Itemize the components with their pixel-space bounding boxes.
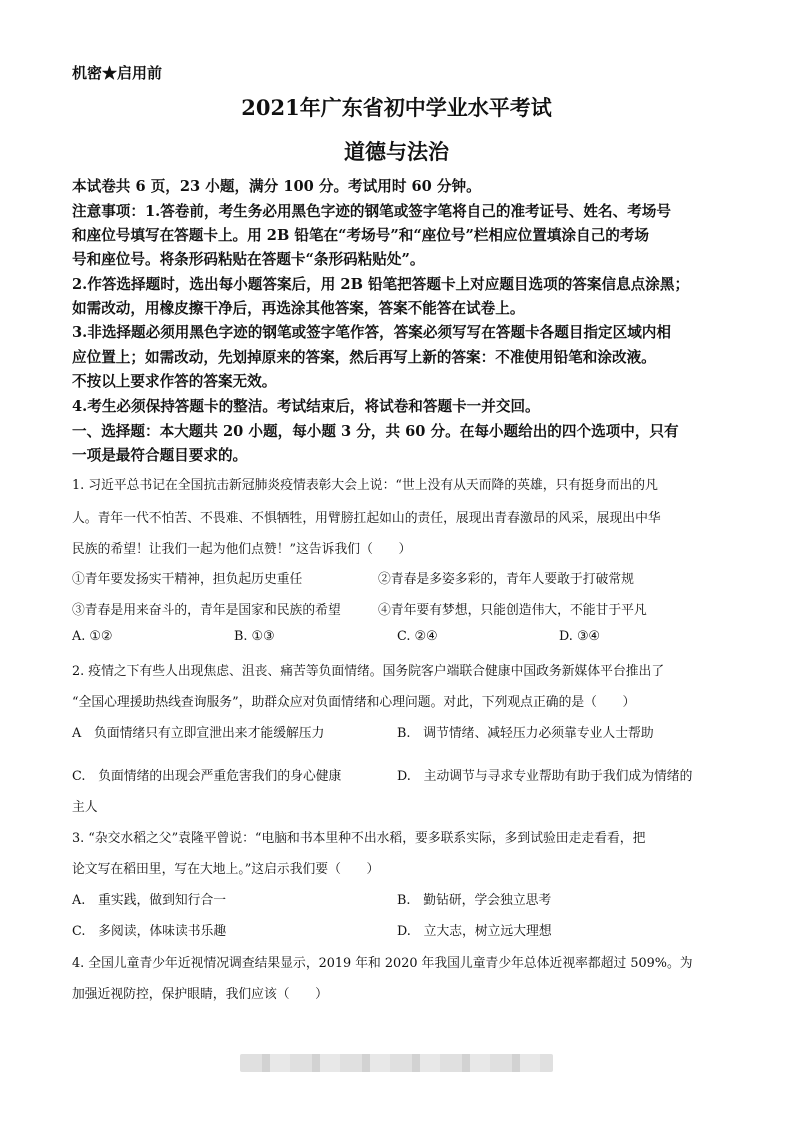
question-3-option-a: A. 重实践，做到知行合一 [72, 893, 227, 908]
question-1-statement: ②青春是多姿多彩的，青年人要敢于打破常规 [378, 572, 634, 587]
subject-title: 道德与法治 [344, 139, 449, 164]
question-2-option-c: C. 负面情绪的出现会严重危害我们的身心健康 [72, 769, 342, 784]
question-1-text: 人。青年一代不怕苦、不畏难、不惧牺牲，用臂膀扛起如山的责任，展现出青春激昂的风采，展现出中华 [72, 511, 661, 526]
instruction-line: 不按以上要求作答的答案无效。 [72, 373, 277, 390]
question-3-text: 3. “杂交水稻之父”袁隆平曾说：“电脑和书本里种不出水稻，要多联系实际，多到试验田走走看看，把 [72, 831, 646, 846]
instruction-line: 号和座位号。将条形码粘贴在答题卡“条形码粘贴处”。 [72, 251, 425, 268]
question-2-option-d: D. 主动调节与寻求专业帮助有助于我们成为情绪的 [397, 769, 693, 784]
instruction-line: 2.作答选择题时，选出每小题答案后，用 2B 铅笔把答题卡上对应题目选项的答案信息点涂黑； [72, 276, 690, 293]
blurred-footer-watermark [240, 1054, 553, 1072]
question-2-option-b: B. 调节情绪、减轻压力必须靠专业人士帮助 [397, 726, 654, 741]
question-1-text: 民族的希望！让我们一起为他们点赞！”这告诉我们（ ） [72, 542, 412, 557]
exam-title: 2021年广东省初中学业水平考试 [241, 95, 552, 120]
question-3-text: 论文写在稻田里，写在大地上。”这启示我们要（ ） [72, 862, 380, 877]
question-1-option-d: D. ③④ [559, 629, 600, 644]
question-1-statement: ④青年要有梦想，只能创造伟大，不能甘于平凡 [378, 603, 647, 618]
question-2-text: “全国心理援助热线查询服务”，助群众应对负面情绪和心理问题。对此，下列观点正确的是（ ） [72, 695, 636, 710]
question-1-option-c: C. ②④ [397, 629, 438, 644]
question-3-option-b: B. 勤钻研，学会独立思考 [397, 893, 552, 908]
confidential-label: 机密★启用前 [72, 64, 163, 82]
question-1-option-b: B. ①③ [234, 629, 275, 644]
question-2-option-d-continuation: 主人 [72, 800, 98, 815]
question-1-statement: ①青年要发扬实干精神，担负起历史重任 [72, 572, 303, 587]
instruction-line: 4.考生必须保持答题卡的整洁。考试结束后，将试卷和答题卡一并交回。 [72, 398, 540, 415]
instruction-line: 和座位号填写在答题卡上。用 2B 铅笔在“考场号”和“座位号”栏相应位置填涂自己的考场 [72, 227, 650, 244]
question-2-text: 2. 疫情之下有些人出现焦虑、沮丧、痛苦等负面情绪。国务院客户端联合健康中国政务新媒体平台推出了 [72, 664, 665, 679]
question-1-option-a: A. ①② [72, 629, 113, 644]
question-2-option-a: A 负面情绪只有立即宣泄出来才能缓解压力 [72, 726, 325, 741]
instruction-line: 应位置上；如需改动，先划掉原来的答案，然后再写上新的答案：不准使用铅笔和涂改液。 [72, 349, 656, 366]
instruction-line: 本试卷共 6 页，23 小题，满分 100 分。考试用时 60 分钟。 [72, 178, 481, 195]
question-4-text: 4. 全国儿童青少年近视情况调查结果显示，2019 年和 2020 年我国儿童青少年总体近视率都超过 509%。为 [72, 956, 693, 971]
section-heading: 一、选择题：本大题共 20 小题，每小题 3 分，共 60 分。在每小题给出的四个选项中，只有 [72, 423, 679, 440]
question-1-statement: ③青春是用来奋斗的，青年是国家和民族的希望 [72, 603, 341, 618]
question-3-option-c: C. 多阅读，体味读书乐趣 [72, 924, 227, 939]
question-4-text: 加强近视防控，保护眼睛，我们应该（ ） [72, 987, 328, 1002]
instruction-line: 3.非选择题必须用黑色字迹的钢笔或签字笔作答，答案必须写写在答题卡各题目指定区域内相 [72, 324, 671, 341]
instruction-line: 注意事项：1.答卷前，考生务必用黑色字迹的钢笔或签字笔将自己的准考证号、姓名、考场号 [72, 203, 671, 220]
question-3-option-d: D. 立大志，树立远大理想 [397, 924, 552, 939]
instruction-line: 如需改动，用橡皮擦干净后，再选涂其他答案，答案不能答在试卷上。 [72, 300, 525, 317]
section-heading: 一项是最符合题目要求的。 [72, 447, 248, 464]
question-1-text: 1. 习近平总书记在全国抗击新冠肺炎疫情表彰大会上说：“世上没有从天而降的英雄，只有挺身而出的凡 [72, 478, 658, 493]
